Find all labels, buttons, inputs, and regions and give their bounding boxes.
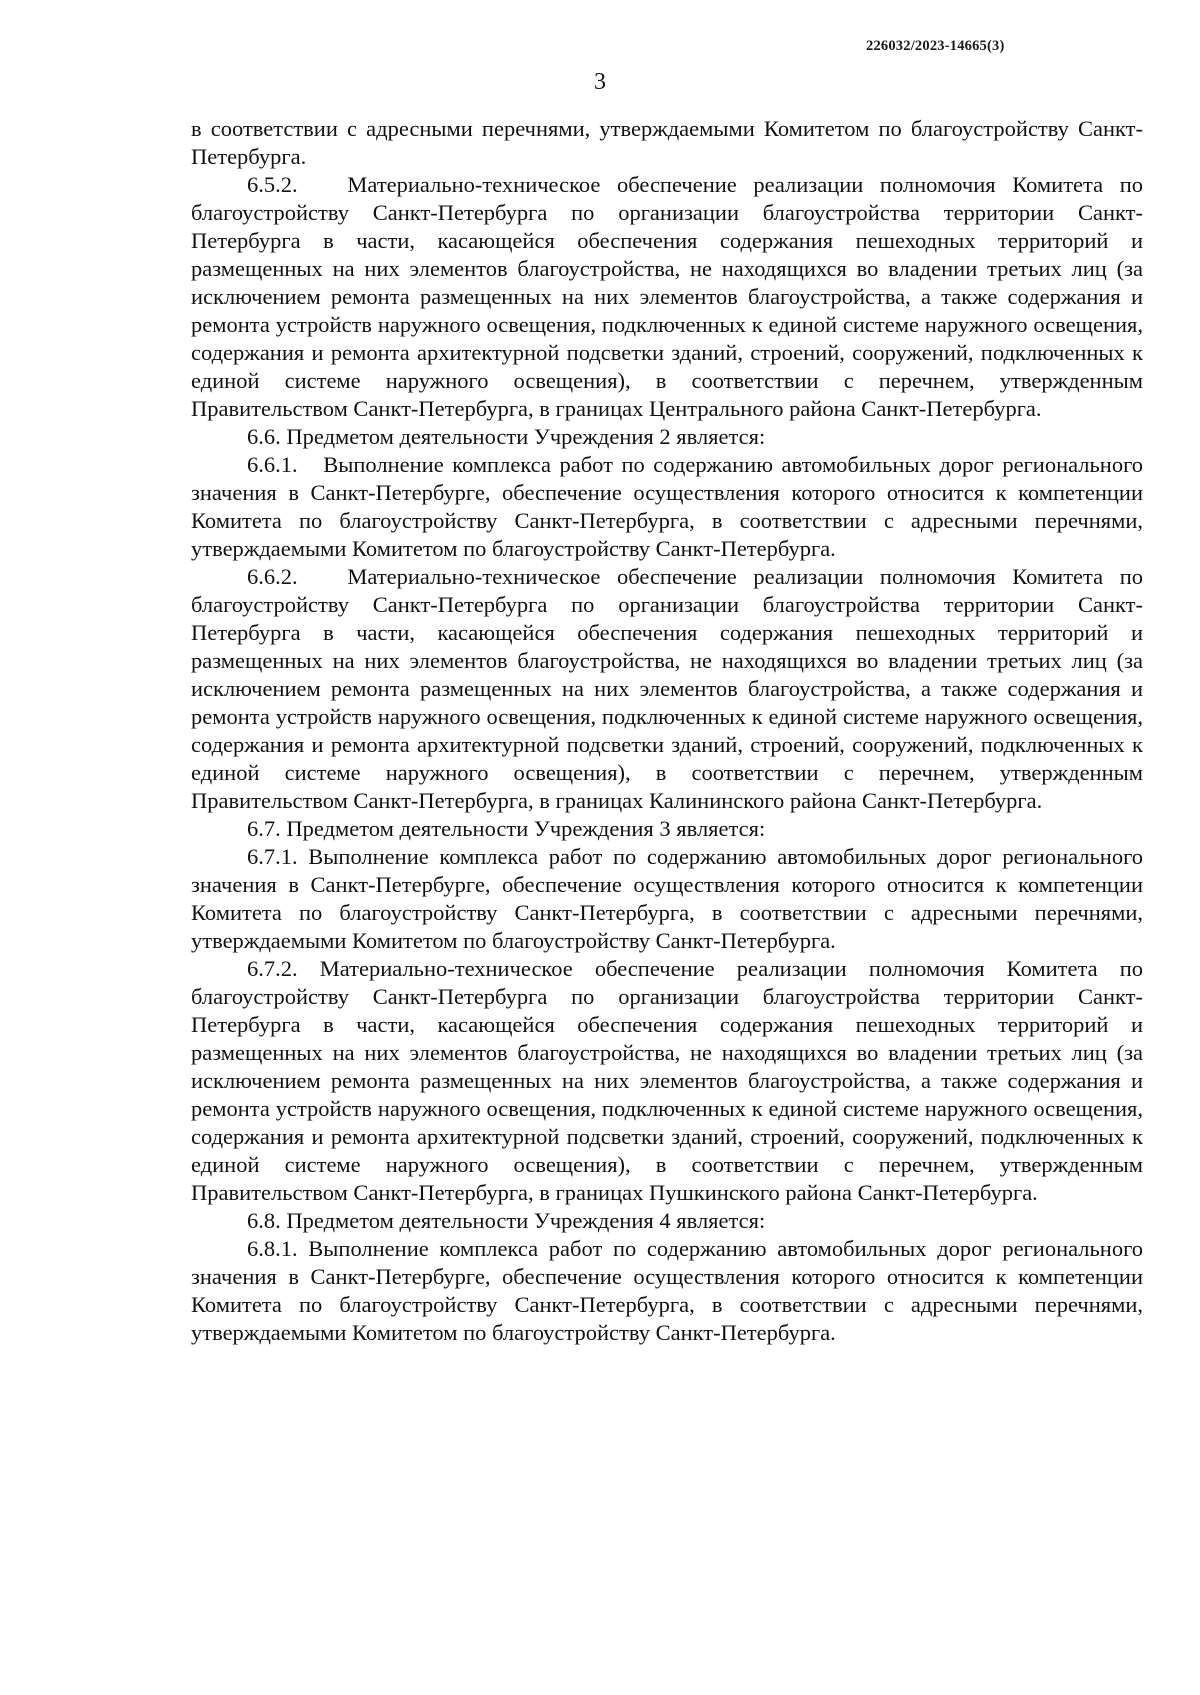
- paragraph-6-8-1: 6.8.1. Выполнение комплекса работ по содержанию автомобильных дорог регионального значения в Санкт-Петербурге, обеспечение осуществления которого относится к компетенции Комитета по благоустройству Санкт-Петербурга, в соответствии с адресными перечнями, утверждаемыми Комитетом по благоустройству Санкт-Петербурга.: [191, 1236, 1143, 1345]
- page-number: 3: [594, 69, 606, 95]
- paragraph-6-6-1: 6.6.1. Выполнение комплекса работ по содержанию автомобильных дорог регионального значения в Санкт-Петербурге, обеспечение осуществления которого относится к компетенции Комитета по благоустройству Санкт-Петербурга, в соответствии с адресными перечнями, утверждаемыми Комитетом по благоустройству Санкт-Петербурга.: [191, 452, 1143, 561]
- paragraph-6-7-1: 6.7.1. Выполнение комплекса работ по содержанию автомобильных дорог регионального значения в Санкт-Петербурге, обеспечение осуществления которого относится к компетенции Комитета по благоустройству Санкт-Петербурга, в соответствии с адресными перечнями, утверждаемыми Комитетом по благоустройству Санкт-Петербурга.: [191, 844, 1143, 953]
- paragraph-6-6-2: 6.6.2. Материально-техническое обеспечение реализации полномочия Комитета по благоустройству Санкт-Петербурга по организации благоустройства территории Санкт-Петербурга в части, касающейся обеспечения содержания пешеходных территорий и размещенных на них элементов благоустройства, не находящихся во владении третьих лиц (за исключением ремонта размещенных на них элементов благоустройства, а также содержания и ремонта устройств наружного освещения, подключенных к единой системе наружного освещения, содержания и ремонта архитектурной подсветки зданий, строений, сооружений, подключенных к единой системе наружного освещения), в соответствии с перечнем, утвержденным Правительством Санкт-Петербурга, в границах Калининского района Санкт-Петербурга.: [191, 564, 1143, 813]
- paragraph-6-5-2: 6.5.2. Материально-техническое обеспечение реализации полномочия Комитета по благоустройству Санкт-Петербурга по организации благоустройства территории Санкт-Петербурга в части, касающейся обеспечения содержания пешеходных территорий и размещенных на них элементов благоустройства, не находящихся во владении третьих лиц (за исключением ремонта размещенных на них элементов благоустройства, а также содержания и ремонта устройств наружного освещения, подключенных к единой системе наружного освещения, содержания и ремонта архитектурной подсветки зданий, строений, сооружений, подключенных к единой системе наружного освещения), в соответствии с перечнем, утвержденным Правительством Санкт-Петербурга, в границах Центрального района Санкт-Петербурга.: [191, 172, 1143, 421]
- paragraph-continuation: в соответствии с адресными перечнями, утверждаемыми Комитетом по благоустройству Санкт-Петербурга.: [191, 116, 1143, 169]
- paragraph-6-6: 6.6. Предметом деятельности Учреждения 2 является:: [247, 424, 766, 449]
- paragraph-6-7-2: 6.7.2. Материально-техническое обеспечение реализации полномочия Комитета по благоустройству Санкт-Петербурга по организации благоустройства территории Санкт-Петербурга в части, касающейся обеспечения содержания пешеходных территорий и размещенных на них элементов благоустройства, не находящихся во владении третьих лиц (за исключением ремонта размещенных на них элементов благоустройства, а также содержания и ремонта устройств наружного освещения, подключенных к единой системе наружного освещения, содержания и ремонта архитектурной подсветки зданий, строений, сооружений, подключенных к единой системе наружного освещения), в соответствии с перечнем, утвержденным Правительством Санкт-Петербурга, в границах Пушкинского района Санкт-Петербурга.: [191, 956, 1143, 1205]
- document-number: 226032/2023-14665(3): [866, 38, 1005, 54]
- paragraph-6-7: 6.7. Предметом деятельности Учреждения 3 является:: [247, 816, 766, 841]
- paragraph-6-8: 6.8. Предметом деятельности Учреждения 4 является:: [247, 1208, 766, 1233]
- document-body: [191, 115, 1143, 1347]
